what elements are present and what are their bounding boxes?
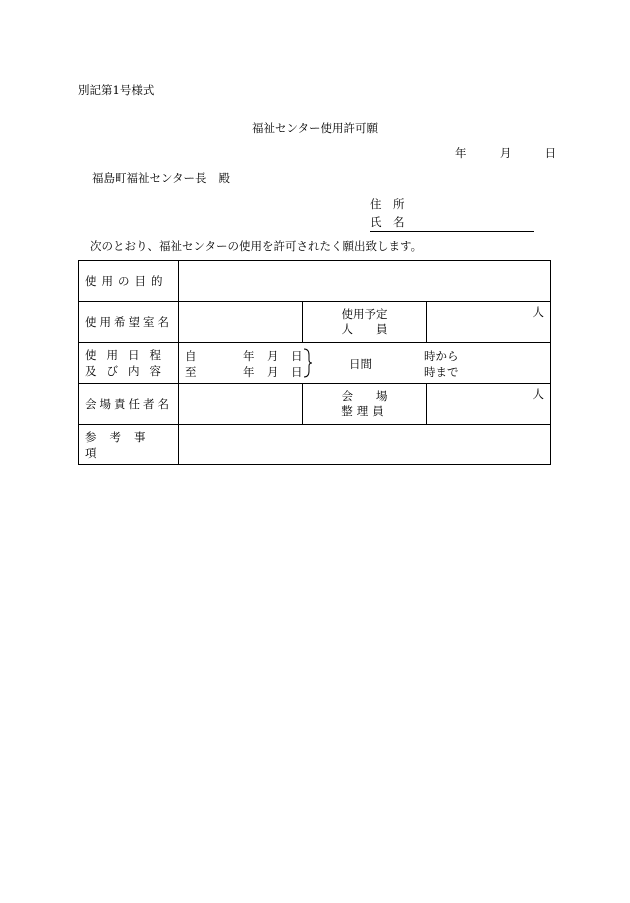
addressee — [92, 170, 230, 186]
from-day: 日 — [291, 349, 303, 363]
to-month: 月 — [267, 365, 279, 379]
intro-text: 次のとおり、福祉センターの使用を許可されたく願出致します。 — [90, 239, 423, 253]
schedule-field[interactable] — [179, 343, 551, 384]
attendees-label-cell — [303, 302, 427, 343]
to-label: 至 — [185, 365, 197, 379]
organizer-label-cell — [303, 384, 427, 425]
schedule-label-2: 及び内容 — [85, 364, 171, 378]
notes-label-cell — [79, 425, 179, 465]
date-month: 月 — [499, 146, 512, 160]
manager-label: 会場責任者名 — [85, 397, 172, 411]
document-title: 福祉センター使用許可願 — [251, 121, 379, 135]
room-label-cell — [79, 302, 179, 343]
manager-label-cell — [79, 384, 179, 425]
room-row — [79, 302, 551, 343]
purpose-field[interactable] — [179, 261, 551, 302]
manager-field[interactable] — [179, 384, 303, 425]
schedule-label-1: 使用日程 — [85, 348, 171, 362]
from-time-label: 時から — [424, 349, 459, 363]
organizer-label-1: 会 場 — [341, 389, 388, 403]
date-day: 日 — [544, 146, 557, 160]
purpose-label-cell — [79, 261, 179, 302]
from-year: 年 — [243, 349, 255, 363]
to-time-label: 時まで — [424, 365, 459, 379]
attendees-unit: 人 — [532, 305, 544, 319]
days-label: 日間 — [349, 357, 372, 371]
notes-row — [79, 425, 551, 465]
to-year: 年 — [243, 365, 255, 379]
to-day: 日 — [291, 365, 303, 379]
from-month: 月 — [267, 349, 279, 363]
organizer-unit: 人 — [532, 387, 544, 401]
addressee-name: 福島町福祉センター長 — [92, 171, 207, 185]
notes-field[interactable] — [179, 425, 551, 465]
from-label: 自 — [185, 349, 197, 363]
addressee-honorific: 殿 — [218, 171, 231, 185]
attendees-field[interactable] — [427, 302, 551, 343]
attendees-label-1: 使用予定 — [341, 307, 388, 321]
attendees-label-2: 人 員 — [341, 322, 388, 336]
room-label: 使用希望室名 — [85, 315, 172, 329]
purpose-label: 使用の目的 — [85, 274, 168, 288]
address-label: 住 所 — [370, 197, 405, 211]
form-number: 別記第1号様式 — [78, 83, 155, 97]
schedule-label-cell — [79, 343, 179, 384]
purpose-row — [79, 261, 551, 302]
name-label: 氏 名 — [370, 215, 405, 229]
organizer-label-2: 整理員 — [341, 404, 388, 418]
date-line — [455, 145, 556, 161]
manager-row — [79, 384, 551, 425]
room-field[interactable] — [179, 302, 303, 343]
date-year: 年 — [455, 146, 467, 160]
brace-icon — [303, 348, 313, 378]
application-form-table — [78, 260, 551, 465]
organizer-field[interactable] — [427, 384, 551, 425]
applicant-name[interactable] — [370, 214, 534, 232]
notes-label: 参考事項 — [85, 429, 159, 460]
schedule-row — [79, 343, 551, 384]
applicant-address[interactable] — [370, 196, 410, 212]
